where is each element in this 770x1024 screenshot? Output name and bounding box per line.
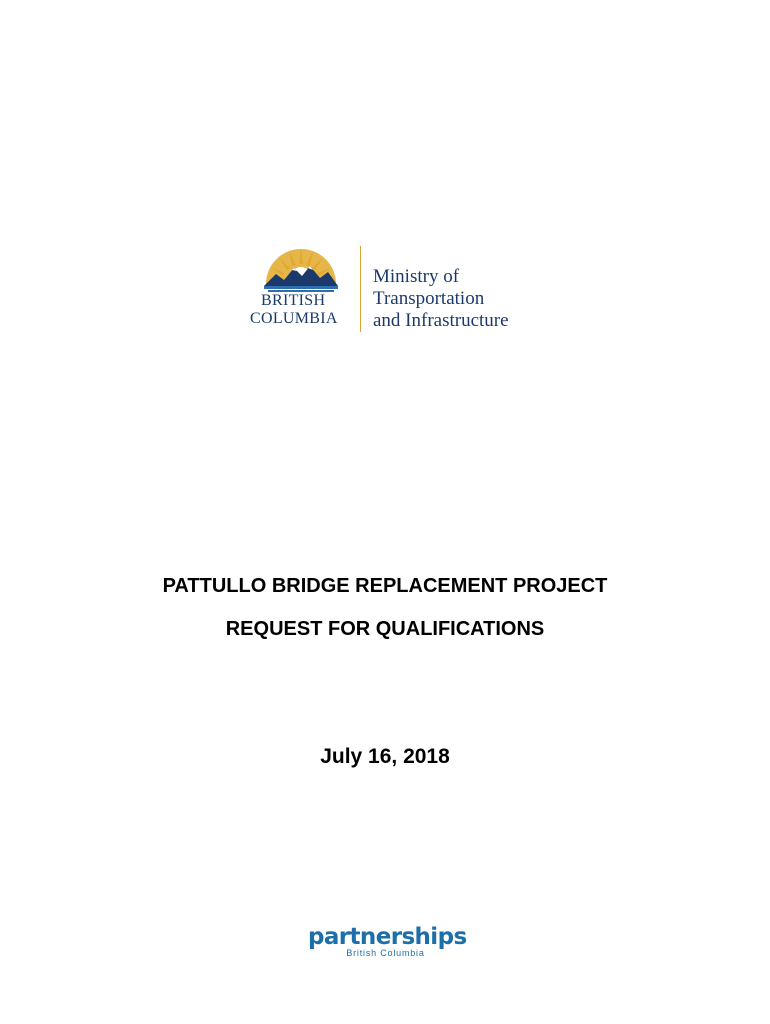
- document-date: July 16, 2018: [320, 745, 450, 768]
- bc-ministry-logo: [250, 244, 525, 336]
- ministry-name: [373, 266, 509, 332]
- document-title-line1: PATTULLO BRIDGE REPLACEMENT PROJECT: [162, 575, 608, 597]
- bc-wordmark: [250, 292, 352, 328]
- ministry-line2: Transportation: [373, 288, 485, 309]
- bc-wordmark-line1: BRITISH: [261, 292, 326, 309]
- document-title-line2: REQUEST FOR QUALIFICATIONS: [225, 618, 545, 640]
- partnerships-logo-sub: British Columbia: [346, 948, 425, 958]
- partnerships-bc-logo: [308, 924, 467, 962]
- logo-divider: [360, 246, 361, 332]
- bc-wordmark-line2: COLUMBIA: [250, 310, 338, 327]
- ministry-line1: Ministry of: [373, 266, 460, 287]
- ministry-line3: and Infrastructure: [373, 310, 509, 331]
- partnerships-logo-main: partnerships: [308, 924, 467, 950]
- bc-sun-mountain-icon: [262, 244, 340, 294]
